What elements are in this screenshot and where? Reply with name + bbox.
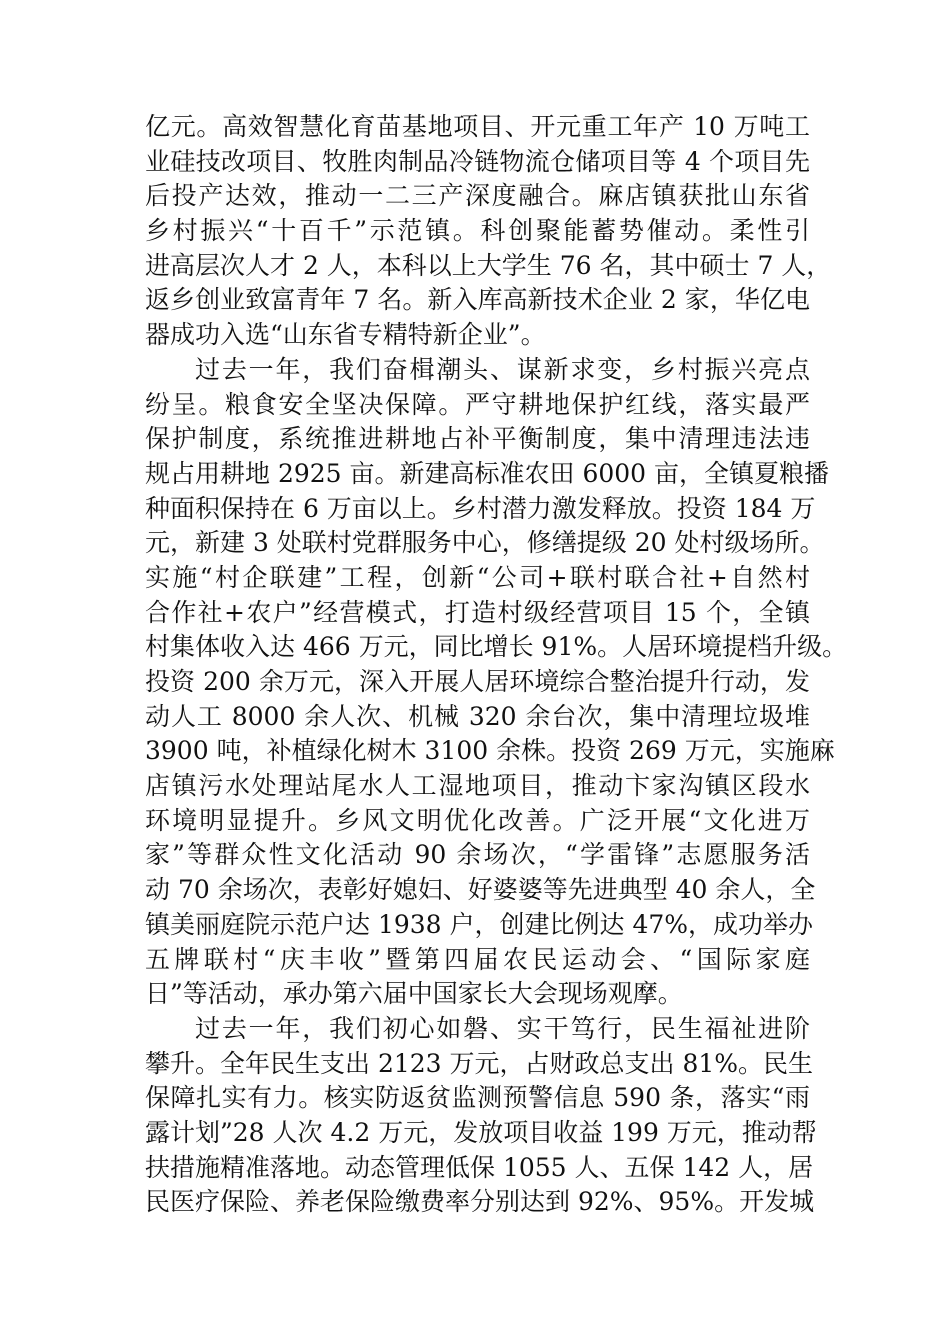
- text-line: 合作社+农户”经营模式，打造村级经营项目 15 个，全镇: [145, 597, 810, 627]
- text-line: 动 70 余场次，表彰好媳妇、好婆婆等先进典型 40 余人，全: [145, 875, 816, 905]
- text-line: 规占用耕地 2925 亩。新建高标准农田 6000 亩，全镇夏粮播: [145, 458, 830, 488]
- text-line: 乡村振兴“十百千”示范镇。科创聚能蓄势催动。柔性引: [145, 216, 810, 246]
- text-line: 亿元。高效智慧化育苗基地项目、开元重工年产 10 万吨工: [145, 112, 810, 141]
- text-line: 实施“村企联建”工程，创新“公司+联村联合社+自然村: [145, 562, 810, 592]
- text-line: 后投产达效，推动一二三产深度融合。麻店镇获批山东省: [145, 181, 810, 211]
- text-line: 五牌联村“庆丰收”暨第四届农民运动会、“国际家庭: [145, 944, 810, 974]
- body-text: [145, 110, 848, 1220]
- text-line: 攀升。全年民生支出 2123 万元，占财政总支出 81%。民生: [145, 1048, 814, 1078]
- text-line: 器成功入选“山东省专精特新企业”。: [145, 320, 546, 350]
- text-line: 进高层次人才 2 人，本科以上大学生 76 名，其中硕士 7 人，: [145, 250, 832, 280]
- text-line: 纷呈。粮食安全坚决保障。严守耕地保护红线，落实最严: [145, 389, 810, 419]
- text-line: 露计划”28 人次 4.2 万元，发放项目收益 199 万元，推动帮: [145, 1117, 817, 1147]
- text-line: 种面积保持在 6 万亩以上。乡村潜力激发释放。投资 184 万: [145, 493, 816, 523]
- text-line: 动人工 8000 余人次、机械 320 余台次，集中清理垃圾堆: [145, 701, 810, 731]
- text-line: 家”等群众性文化活动 90 余场次，“学雷锋”志愿服务活: [145, 840, 810, 870]
- text-line: 店镇污水处理站尾水人工湿地项目，推动卞家沟镇区段水: [145, 771, 810, 801]
- text-line: 保障扎实有力。核实防返贫监测预警信息 590 条，落实“雨: [145, 1083, 810, 1113]
- text-line: 返乡创业致富青年 7 名。新入库高新技术企业 2 家，华亿电: [145, 285, 810, 315]
- text-line: 扶措施精准落地。动态管理低保 1055 人、五保 142 人，居: [145, 1152, 814, 1182]
- paragraph-first-line: 过去一年，我们初心如磐、实干笃行，民生福祉进阶: [195, 1013, 810, 1043]
- text-line: 保护制度，系统推进耕地占补平衡制度，集中清理违法违: [145, 424, 810, 454]
- text-line: 日”等活动，承办第六届中国家长大会现场观摩。: [145, 979, 683, 1009]
- text-line: 元，新建 3 处联村党群服务中心，修缮提级 20 处村级场所。: [145, 528, 825, 558]
- text-line: 环境明显提升。乡风文明优化改善。广泛开展“文化进万: [145, 805, 810, 835]
- text-line: 镇美丽庭院示范户达 1938 户，创建比例达 47%，成功举办: [145, 909, 814, 939]
- text-line: 投资 200 余万元，深入开展人居环境综合整治提升行动，发: [145, 667, 810, 696]
- text-line: 村集体收入达 466 万元，同比增长 91%。人居环境提档升级。: [145, 632, 848, 662]
- text-line: 业硅技改项目、牧胜肉制品冷链物流仓储项目等 4 个项目先: [145, 146, 810, 176]
- paragraph-first-line: 过去一年，我们奋楫潮头、谋新求变，乡村振兴亮点: [195, 354, 810, 384]
- text-line: 民医疗保险、养老保险缴费率分别达到 92%、95%。开发城: [145, 1187, 815, 1217]
- text-line: 3900 吨，补植绿化树木 3100 余株。投资 269 万元，实施麻: [145, 736, 835, 766]
